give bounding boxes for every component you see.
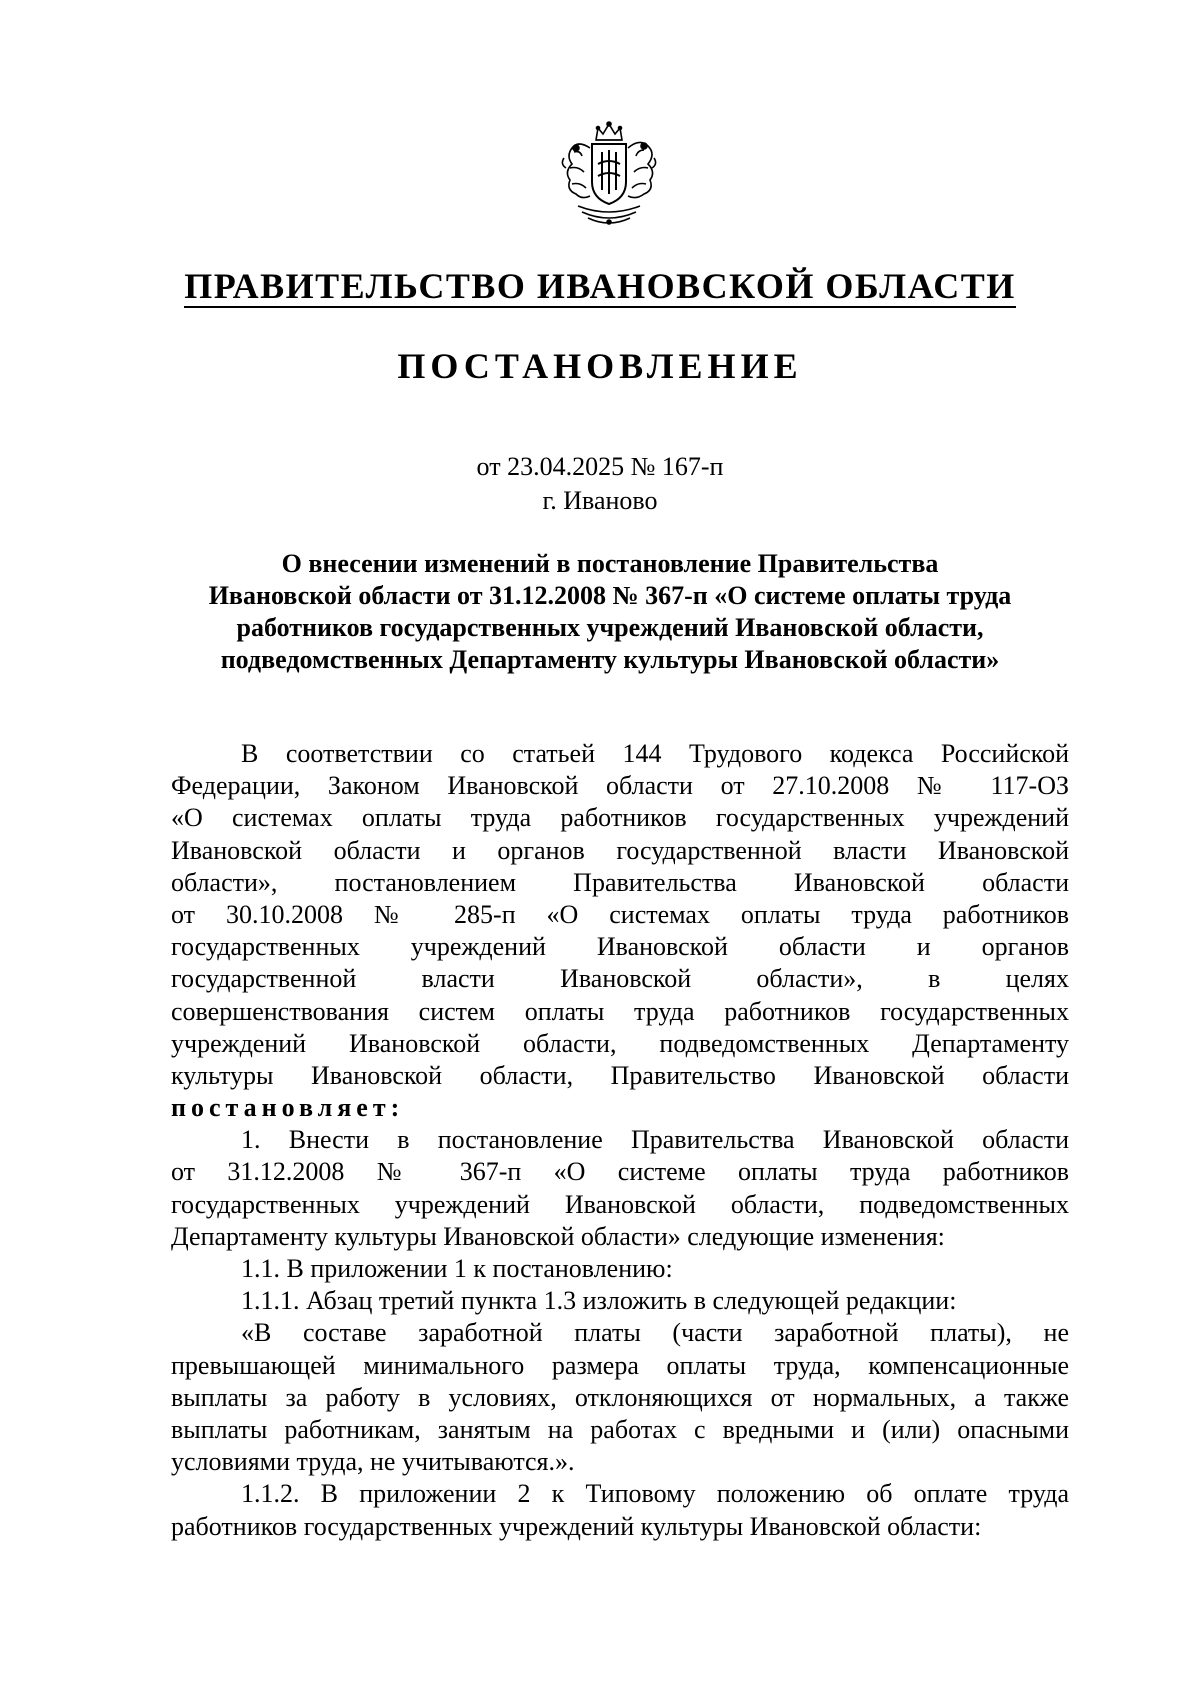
subject-line: О внесении изменений в постановление Правительства	[281, 549, 939, 578]
coat-of-arms-icon	[558, 118, 660, 230]
body-line: превышающей минимального размера оплаты труда, компенсационные	[171, 1350, 1069, 1380]
document-body	[171, 738, 1069, 1543]
subject-line: Ивановской области от 31.12.2008 № 367-п «О системе оплаты труда	[208, 581, 1012, 610]
body-line: культуры Ивановской области, Правительство Ивановской области	[171, 1060, 1069, 1090]
body-line: государственной власти Ивановской области», в целях	[171, 964, 1069, 994]
subject-line: работников государственных учреждений Ивановской области,	[236, 613, 984, 642]
subject-line: подведомственных Департаменту культуры Ивановской области»	[220, 645, 1000, 674]
body-line: 1.1. В приложении 1 к постановлению:	[241, 1254, 673, 1283]
body-line: государственных учреждений Ивановской области и органов	[171, 932, 1069, 962]
document-subject	[160, 548, 1060, 676]
body-line-resolves: постановляет:	[171, 1093, 405, 1123]
body-line: государственных учреждений Ивановской области, подведомственных	[171, 1189, 1069, 1219]
document-type: ПОСТАНОВЛЕНИЕ	[397, 346, 803, 386]
body-line: работников государственных учреждений культуры Ивановской области:	[171, 1511, 982, 1541]
body-line: совершенствования систем оплаты труда работников государственных	[171, 996, 1069, 1026]
body-line: от 30.10.2008 № 285-п «О системах оплаты труда работников	[171, 899, 1069, 929]
body-line: «О системах оплаты труда работников государственных учреждений	[171, 803, 1069, 833]
document-city: г. Иваново	[542, 486, 658, 515]
body-line: от 31.12.2008 № 367-п «О системе оплаты труда работников	[171, 1157, 1069, 1187]
body-line: «В составе заработной платы (части заработной платы), не	[241, 1318, 1069, 1348]
body-line: выплаты работникам, занятым на работах с вредными и (или) опасными	[171, 1414, 1069, 1444]
body-line: Ивановской области и органов государственной власти Ивановской	[171, 835, 1069, 865]
body-line: Федерации, Законом Ивановской области от 27.10.2008 № 117-ОЗ	[171, 771, 1069, 801]
organization-title-text: ПРАВИТЕЛЬСТВО ИВАНОВСКОЙ ОБЛАСТИ	[184, 266, 1016, 306]
document-date-number: от 23.04.2025 № 167-п	[476, 452, 724, 481]
organization-title	[0, 264, 1200, 308]
body-line: области», постановлением Правительства Ивановской области	[171, 867, 1069, 897]
body-line: выплаты за работу в условиях, отклоняющихся от нормальных, а также	[171, 1382, 1069, 1412]
body-line: учреждений Ивановской области, подведомственных Департаменту	[171, 1028, 1069, 1058]
body-line: В соответствии со статьей 144 Трудового кодекса Российской	[241, 739, 1069, 768]
body-line: 1.1.2. В приложении 2 к Типовому положению об оплате труда	[241, 1479, 1069, 1509]
body-line: Департаменту культуры Ивановской области» следующие изменения:	[171, 1221, 945, 1251]
body-line: 1. Внести в постановление Правительства Ивановской области	[241, 1125, 1069, 1155]
body-line: 1.1.1. Абзац третий пункта 1.3 изложить в следующей редакции:	[241, 1286, 957, 1316]
body-line: условиями труда, не учитываются.».	[171, 1447, 575, 1477]
